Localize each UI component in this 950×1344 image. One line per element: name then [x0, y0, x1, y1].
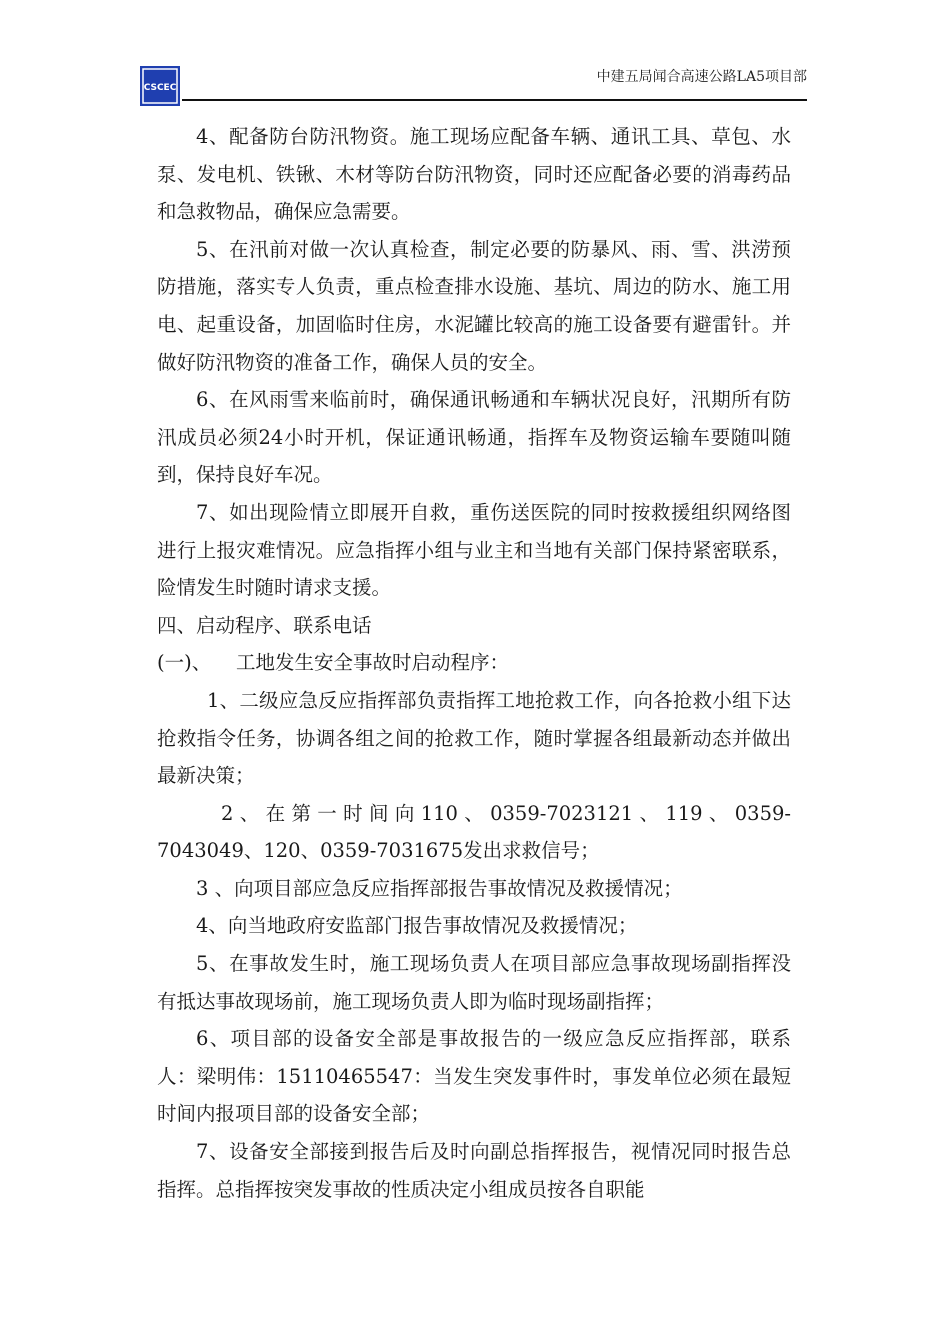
procedure-item-4: 4、向当地政府安监部门报告事故情况及救援情况； — [196, 914, 638, 938]
header-divider — [182, 99, 807, 101]
procedure-item-1: 1、二级应急反应指挥部负责指挥工地抢救工作，向各抢救小组下达抢救指令任务，协调各组之间的抢救工作，随时掌握各组最新动态并做出最新决策； — [157, 688, 791, 788]
procedure-item-5: 5、在事故发生时，施工现场负责人在项目部应急事故现场副指挥没有抵达事故现场前，施工现场负责人即为临时现场副指挥； — [157, 952, 791, 1013]
header-org-title: 中建五局闻合高速公路LA5项目部 — [596, 69, 807, 85]
section-heading: 四、启动程序、联系电话 — [157, 613, 372, 637]
procedure-item-2: 2、在第一时间向110、0359-7023121、119、0359-7043049、120、0359-7031675发出求救信号； — [157, 801, 791, 863]
svg-text:CSCEC: CSCEC — [143, 83, 177, 93]
document-body — [157, 118, 791, 1208]
paragraph-item-6: 6、在风雨雪来临前时，确保通讯畅通和车辆状况良好，汛期所有防汛成员必须24小时开机，保证通讯畅通，指挥车及物资运输车要随叫随到，保持良好车况。 — [157, 388, 791, 487]
paragraph-item-4: 4、配备防台防汛物资。施工现场应配备车辆、通讯工具、草包、水泵、发电机、铁锹、木材等防台防汛物资，同时还应配备必要的消毒药品和急救物品，确保应急需要。 — [157, 125, 791, 224]
cscec-logo-icon — [140, 66, 180, 106]
paragraph-item-7: 7、如出现险情立即展开自救，重伤送医院的同时按救援组织网络图进行上报灾难情况。应急指挥小组与业主和当地有关部门保持紧密联系，险情发生时随时请求支援。 — [157, 500, 791, 600]
paragraph-item-5: 5、在汛前对做一次认真检查，制定必要的防暴风、雨、雪、洪涝预防措施，落实专人负责，重点检查排水设施、基坑、周边的防水、施工用电、起重设备，加固临时住房，水泥罐比较高的施工设备要有避雷针。并做好防汛物资的准备工作，确保人员的安全。 — [157, 237, 791, 374]
procedure-item-3: 3 、向项目部应急反应指挥部报告事故情况及救援情况； — [196, 876, 683, 900]
procedure-item-7: 7、设备安全部接到报告后及时向副总指挥报告，视情况同时报告总指挥。总指挥按突发事故的性质决定小组成员按各自职能 — [157, 1140, 791, 1201]
procedure-item-6: 6、项目部的设备安全部是事故报告的一级应急反应指挥部，联系人：梁明伟：15110465547：当发生突发事件时，事发单位必须在最短时间内报项目部的设备安全部； — [157, 1027, 791, 1126]
subsection-heading: (一)、 工地发生安全事故时启动程序： — [157, 651, 510, 675]
company-logo — [140, 66, 180, 106]
